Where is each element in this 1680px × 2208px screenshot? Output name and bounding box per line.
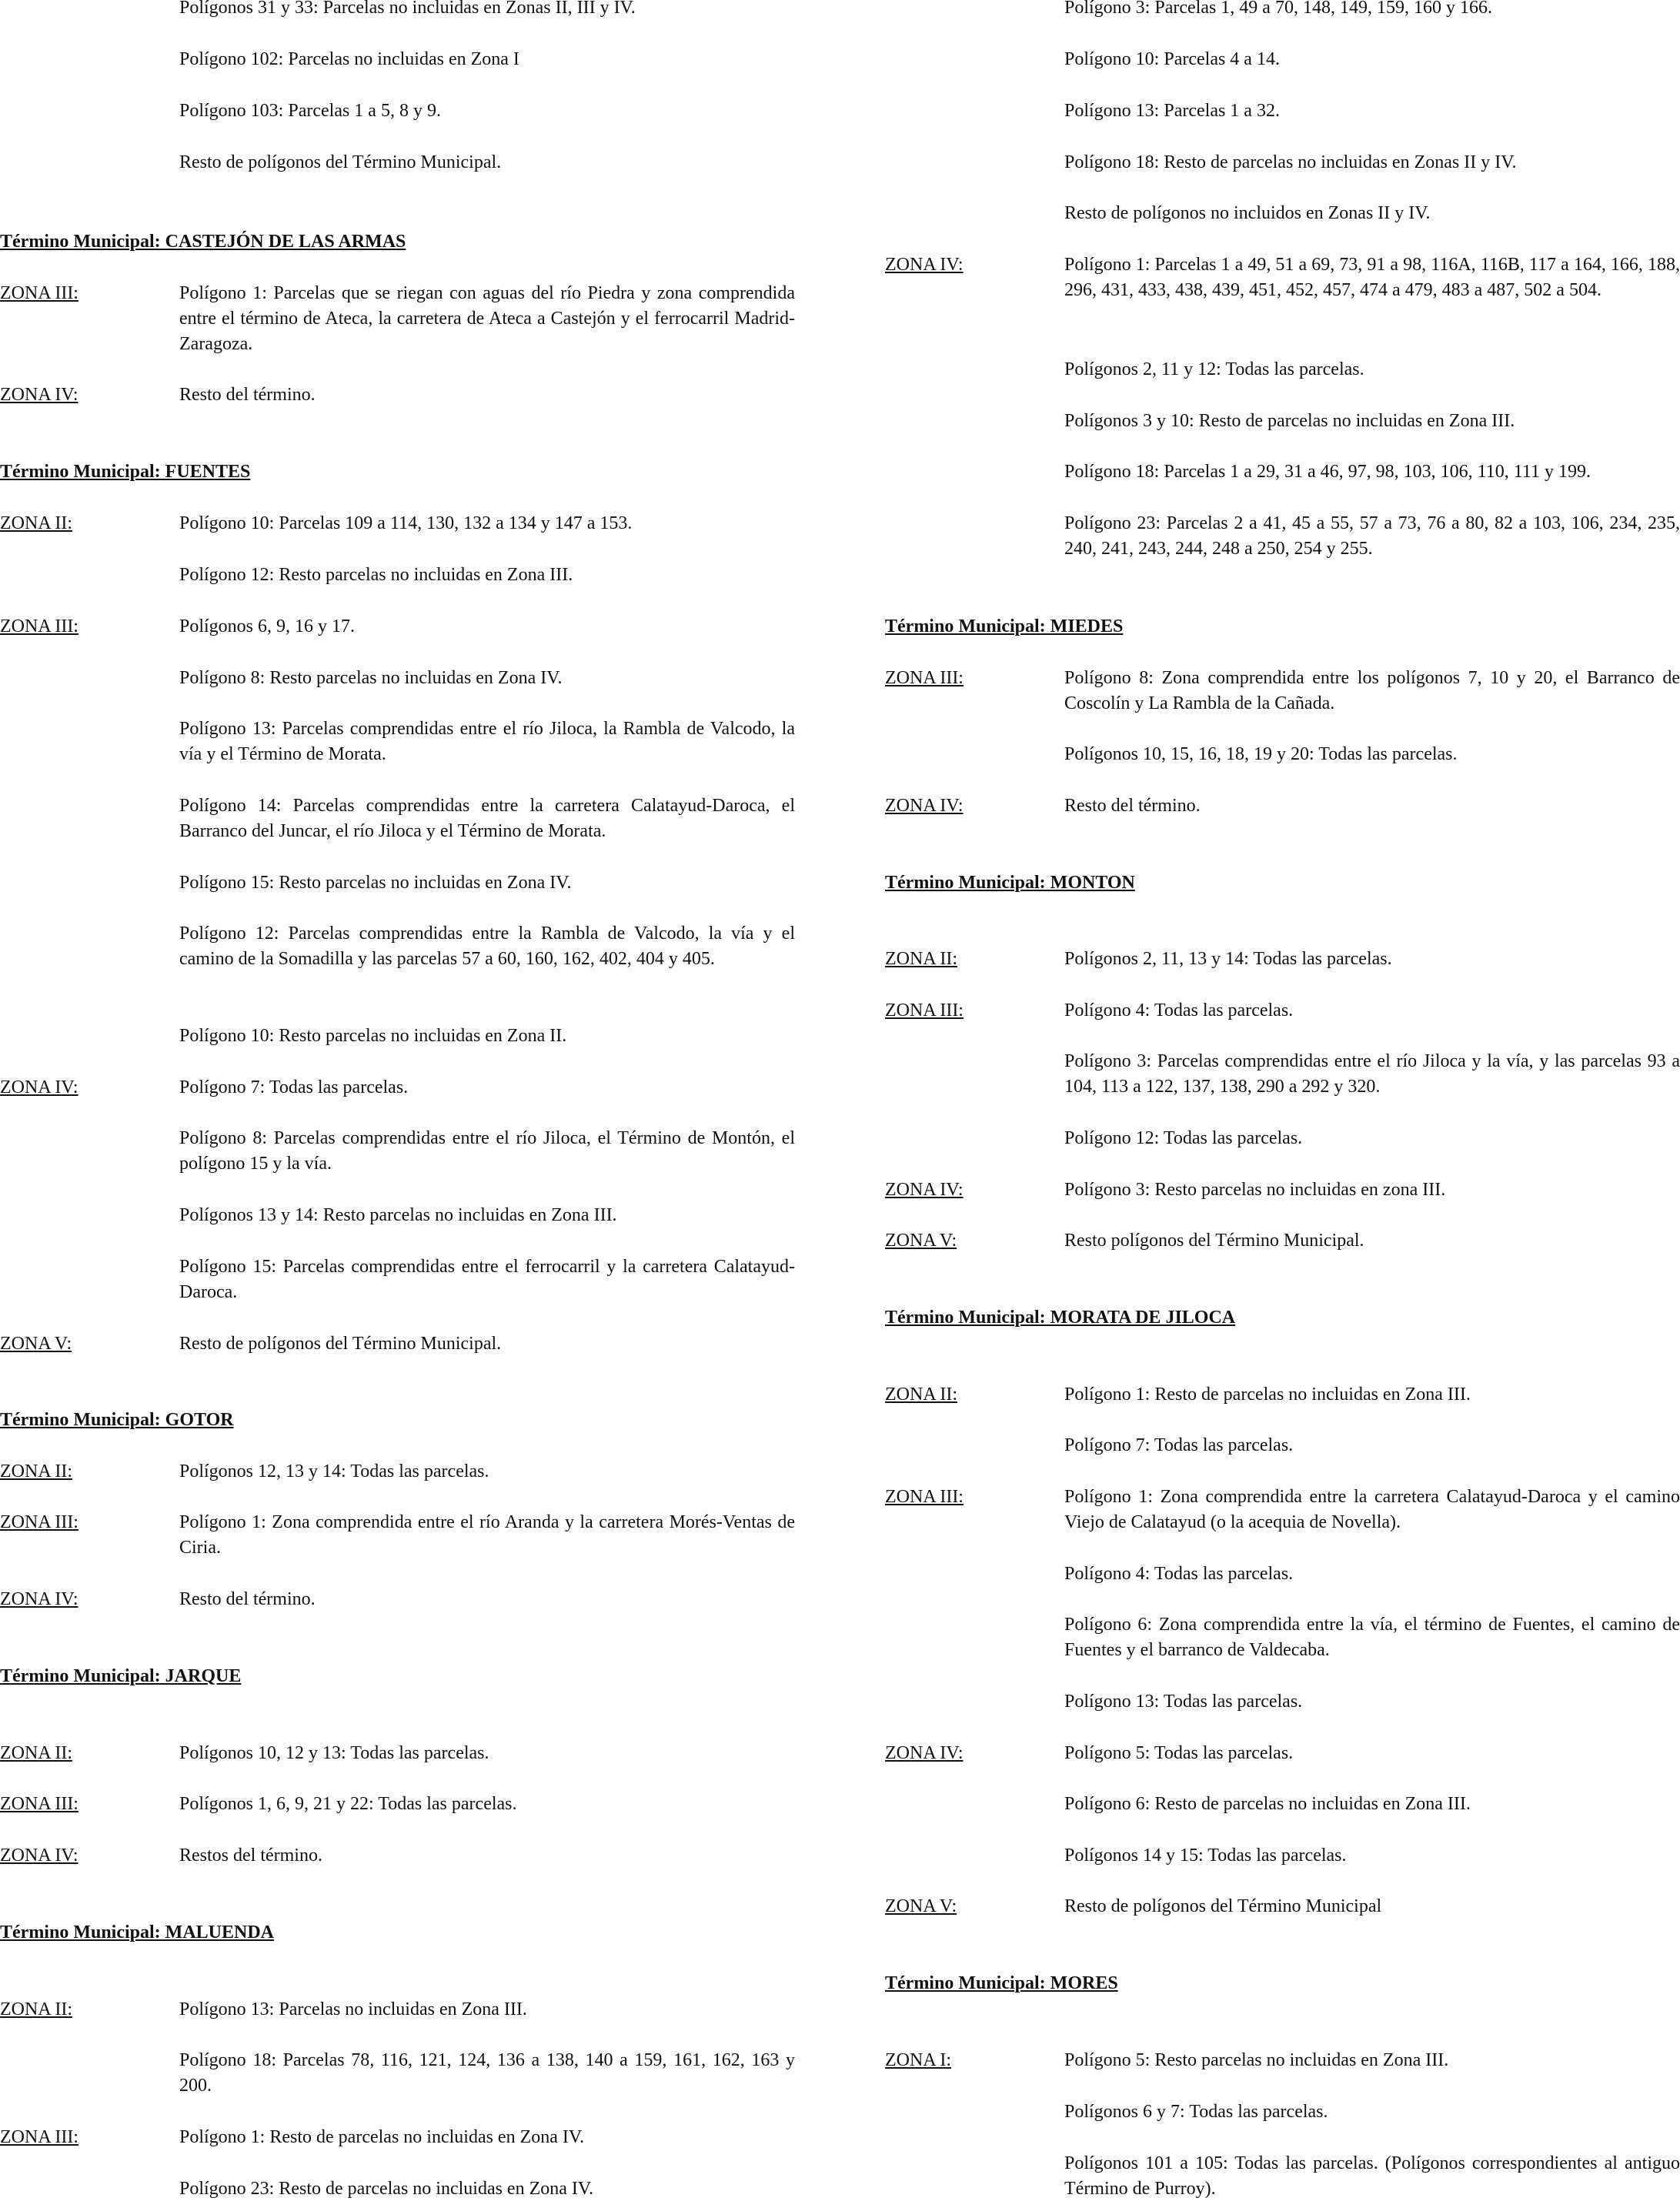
zone-label: ZONA I: — [885, 2050, 951, 2070]
section-heading-monton: Término Municipal: MONTON — [885, 873, 1135, 893]
zone-label: ZONA III: — [0, 1794, 78, 1814]
zone-label: ZONA II: — [0, 513, 72, 533]
text-item: Polígono 23: Resto de parcelas no incluidas en Zona IV. — [179, 2179, 594, 2199]
section-heading-castejon: Término Municipal: CASTEJÓN DE LAS ARMAS — [0, 232, 406, 252]
zone-label: ZONA II: — [0, 1743, 72, 1763]
zone-label: ZONA IV: — [0, 385, 78, 405]
text-item: Polígono 1: Resto de parcelas no incluidas en Zona IV. — [179, 2127, 585, 2147]
text-item: Polígono 1: Zona comprendida entre el río Aranda y la carretera Morés-Ventas de Ciria. — [179, 1512, 795, 1558]
text-item: Polígono 7: Todas las parcelas. — [179, 1077, 409, 1097]
text-item: Polígonos 101 a 105: Todas las parcelas. (Polígonos correspondientes al antiguo Término de Purroy). — [1064, 2153, 1680, 2199]
zone-label: ZONA V: — [0, 1334, 72, 1354]
zone-label: ZONA III: — [0, 2127, 78, 2147]
text-item: Polígono 18: Resto de parcelas no incluidas en Zonas II y IV. — [1064, 152, 1517, 172]
section-heading-gotor: Término Municipal: GOTOR — [0, 1410, 234, 1430]
text-item: Polígono 10: Parcelas 4 a 14. — [1064, 49, 1280, 69]
zone-label: ZONA IV: — [0, 1846, 78, 1866]
section-heading-miedes: Término Municipal: MIEDES — [885, 616, 1124, 636]
text-item: Restos del término. — [179, 1846, 322, 1866]
text-item: Polígono 1: Resto de parcelas no incluidas en Zona III. — [1064, 1385, 1471, 1405]
text-item: Polígono 13: Todas las parcelas. — [1064, 1692, 1303, 1712]
text-item: Polígonos 6, 9, 16 y 17. — [179, 616, 356, 636]
text-item: Polígono 4: Todas las parcelas. — [1064, 1000, 1294, 1020]
text-item: Polígono 4: Todas las parcelas. — [1064, 1564, 1294, 1584]
text-item: Polígonos 2, 11, 13 y 14: Todas las parcelas. — [1064, 949, 1392, 969]
zone-label: ZONA IV: — [885, 1743, 964, 1763]
text-item: Polígono 12: Resto parcelas no incluidas en Zona III. — [179, 565, 573, 585]
zone-label: ZONA II: — [0, 1461, 72, 1481]
text-item: Polígono 15: Parcelas comprendidas entre el ferrocarril y la carretera Calatayud-Daroca. — [179, 1257, 795, 1302]
zone-label: ZONA III: — [0, 616, 78, 636]
text-item: Polígonos 10, 12 y 13: Todas las parcelas. — [179, 1743, 489, 1763]
zone-label: ZONA IV: — [0, 1589, 78, 1609]
text-item: Polígono 13: Parcelas 1 a 32. — [1064, 101, 1280, 121]
text-item: Resto polígonos del Término Municipal. — [1064, 1231, 1364, 1251]
text-item: Polígono 102: Parcelas no incluidas en Zona I — [179, 49, 519, 69]
text-item: Polígono 15: Resto parcelas no incluidas en Zona IV. — [179, 873, 572, 893]
zone-label: ZONA IV: — [885, 796, 964, 816]
text-item: Polígono 5: Resto parcelas no incluidas en Zona III. — [1064, 2050, 1449, 2070]
zone-label: ZONA III: — [885, 668, 964, 688]
section-heading-mores: Término Municipal: MORES — [885, 1973, 1118, 1993]
text-item: Polígonos 31 y 33: Parcelas no incluidas en Zonas II, III y IV. — [179, 0, 636, 18]
text-item: Resto del término. — [179, 1589, 316, 1609]
section-heading-maluenda: Término Municipal: MALUENDA — [0, 1922, 274, 1942]
text-item: Polígono 8: Parcelas comprendidas entre el río Jiloca, el Término de Montón, el polígono 15 y la vía. — [179, 1128, 795, 1174]
zone-label: ZONA III: — [0, 283, 78, 303]
text-item: Polígono 103: Parcelas 1 a 5, 8 y 9. — [179, 101, 441, 121]
text-item: Polígono 7: Todas las parcelas. — [1064, 1435, 1294, 1455]
text-item: Polígono 12: Todas las parcelas. — [1064, 1128, 1303, 1148]
text-item: Polígonos 10, 15, 16, 18, 19 y 20: Todas las parcelas. — [1064, 744, 1458, 764]
zone-label: ZONA IV: — [885, 1180, 964, 1200]
text-item: Polígonos 3 y 10: Resto de parcelas no incluidas en Zona III. — [1064, 411, 1515, 431]
text-item: Polígono 6: Zona comprendida entre la vía, el término de Fuentes, el camino de Fuentes y el barranco de Valdecaba. — [1064, 1615, 1680, 1660]
text-item: Polígonos 12, 13 y 14: Todas las parcelas. — [179, 1461, 489, 1481]
zone-label: ZONA IV: — [885, 255, 964, 275]
text-item: Polígonos 6 y 7: Todas las parcelas. — [1064, 2102, 1328, 2122]
text-item: Resto del término. — [179, 385, 316, 405]
text-item: Polígonos 14 y 15: Todas las parcelas. — [1064, 1846, 1347, 1866]
text-item: Polígono 5: Todas las parcelas. — [1064, 1743, 1294, 1763]
text-item: Polígono 10: Resto parcelas no incluidas en Zona II. — [179, 1026, 567, 1046]
text-item: Polígono 13: Parcelas no incluidas en Zona III. — [179, 1999, 527, 2019]
text-item: Polígono 1: Parcelas 1 a 49, 51 a 69, 73, 91 a 98, 116A, 116B, 117 a 164, 166, 188, 296, 431, 433, 438, 439, 451, 452, 457, 474 a 479, 483 a 487, 502 a 504. — [1064, 255, 1680, 300]
text-item: Polígono 13: Parcelas comprendidas entre el río Jiloca, la Rambla de Valcodo, la vía y el Término de Morata. — [179, 719, 795, 764]
text-item: Polígono 8: Zona comprendida entre los polígonos 7, 10 y 20, el Barranco de Coscolín y La Rambla de la Cañada. — [1064, 668, 1680, 713]
section-heading-jarque: Término Municipal: JARQUE — [0, 1666, 242, 1686]
text-item: Polígonos 1, 6, 9, 21 y 22: Todas las parcelas. — [179, 1794, 517, 1814]
section-heading-morata: Término Municipal: MORATA DE JILOCA — [885, 1308, 1236, 1328]
text-item: Polígono 12: Parcelas comprendidas entre la Rambla de Valcodo, la vía y el camino de la Somadilla y las parcelas 57 a 60, 160, 162, 402, 404 y 405. — [179, 924, 795, 969]
text-item: Resto de polígonos no incluidos en Zonas II y IV. — [1064, 203, 1431, 223]
text-item: Polígono 3: Parcelas 1, 49 a 70, 148, 149, 159, 160 y 166. — [1064, 0, 1492, 18]
text-item: Polígono 1: Parcelas que se riegan con aguas del río Piedra y zona comprendida entre el término de Ateca, la carretera de Ateca a Castejón y el ferrocarril Madrid-Zaragoza. — [179, 283, 795, 354]
text-item: Polígono 10: Parcelas 109 a 114, 130, 132 a 134 y 147 a 153. — [179, 513, 633, 533]
zone-label: ZONA II: — [885, 1385, 957, 1405]
zone-label: ZONA III: — [885, 1000, 964, 1020]
text-item: Polígono 18: Parcelas 78, 116, 121, 124, 136 a 138, 140 a 159, 161, 162, 163 y 200. — [179, 2050, 795, 2096]
text-item: Resto de polígonos del Término Municipal. — [179, 1334, 502, 1354]
text-item: Polígono 6: Resto de parcelas no incluidas en Zona III. — [1064, 1794, 1471, 1814]
text-item: Resto de polígonos del Término Municipal — [1064, 1896, 1382, 1916]
zone-label: ZONA V: — [885, 1896, 957, 1916]
text-item: Polígono 1: Zona comprendida entre la carretera Calatayud-Daroca y el camino Viejo de Calatayud (o la acequia de Novella). — [1064, 1487, 1680, 1532]
zone-label: ZONA III: — [885, 1487, 964, 1507]
text-item: Polígono 3: Resto parcelas no incluidas en zona III. — [1064, 1180, 1446, 1200]
text-item: Polígonos 13 y 14: Resto parcelas no incluidas en Zona III. — [179, 1205, 617, 1225]
zone-label: ZONA IV: — [0, 1077, 78, 1097]
section-heading-fuentes: Término Municipal: FUENTES — [0, 462, 251, 482]
text-item: Polígono 14: Parcelas comprendidas entre la carretera Calatayud-Daroca, el Barranco del Juncar, el río Jiloca y el Término de Morata. — [179, 796, 795, 841]
zone-label: ZONA V: — [885, 1231, 957, 1251]
text-item: Polígono 23: Parcelas 2 a 41, 45 a 55, 57 a 73, 76 a 80, 82 a 103, 106, 234, 235, 240, 241, 243, 244, 248 a 250, 254 y 255. — [1064, 513, 1680, 559]
text-item: Polígono 3: Parcelas comprendidas entre el río Jiloca y la vía, y las parcelas 93 a 104, 113 a 122, 137, 138, 290 a 292 y 320. — [1064, 1051, 1680, 1097]
text-item: Polígono 8: Resto parcelas no incluidas en Zona IV. — [179, 668, 563, 688]
text-item: Polígonos 2, 11 y 12: Todas las parcelas. — [1064, 359, 1364, 379]
zone-label: ZONA II: — [885, 949, 957, 969]
text-item: Resto de polígonos del Término Municipal. — [179, 152, 502, 172]
text-item: Polígono 18: Parcelas 1 a 29, 31 a 46, 97, 98, 103, 106, 110, 111 y 199. — [1064, 462, 1591, 482]
zone-label: ZONA II: — [0, 1999, 72, 2019]
zone-label: ZONA III: — [0, 1512, 78, 1532]
text-item: Resto del término. — [1064, 796, 1201, 816]
